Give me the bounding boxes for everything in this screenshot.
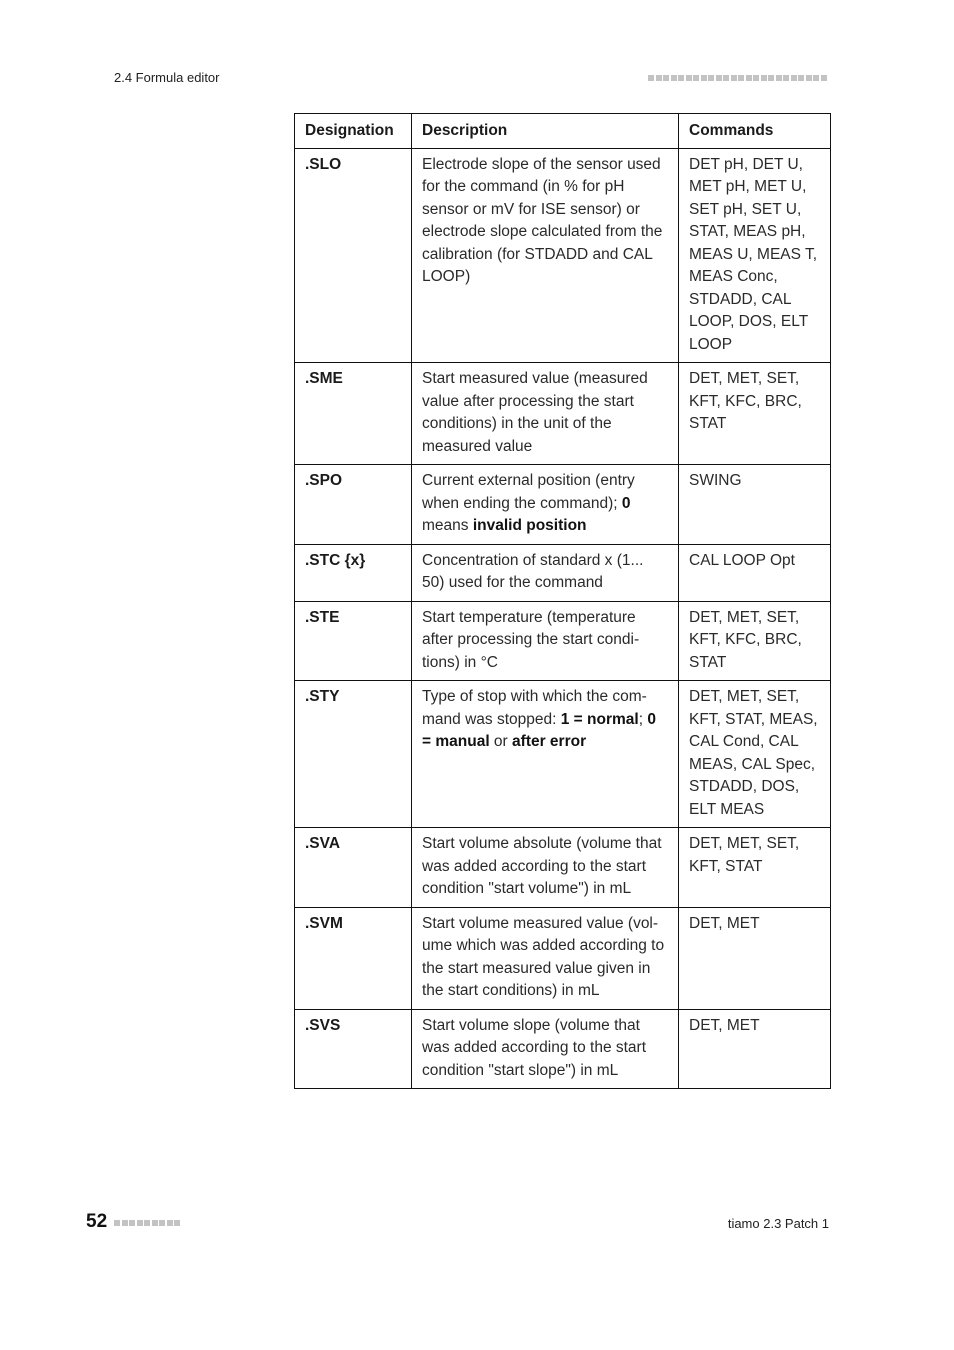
description-emphasis: 1 = normal [560, 710, 639, 728]
decorative-dot [716, 75, 722, 81]
description-cell [412, 1009, 679, 1089]
description-text: Start temperature (temperature after processing the start condi- tions) in °C [422, 608, 640, 671]
table-row [295, 828, 831, 908]
description-cell [412, 828, 679, 908]
designation-cell: .STC {x} [295, 544, 412, 601]
decorative-dot [693, 75, 699, 81]
description-text: or [489, 733, 513, 750]
decorative-dot [821, 75, 827, 81]
table-row [295, 363, 831, 465]
decorative-dot [137, 1220, 143, 1226]
table-body [295, 148, 831, 1089]
decorative-dot [686, 75, 692, 81]
description-text: Current external position (entry when ending the command); [422, 472, 635, 512]
running-header-section: 2.4 Formula editor [114, 70, 220, 85]
commands-cell: DET pH, DET U, MET pH, MET U, SET pH, SET U, STAT, MEAS pH, MEAS U, MEAS T, MEAS Conc, STDADD, CAL LOOP, DOS, ELT LOOP [679, 148, 831, 363]
description-text: Type of stop with which the com- mand was stopped: [422, 688, 647, 728]
decorative-dot [656, 75, 662, 81]
description-cell [412, 544, 679, 601]
designation-cell: .SPO [295, 465, 412, 545]
table-row [295, 465, 831, 545]
decorative-dot [122, 1220, 128, 1226]
designation-cell: .SME [295, 363, 412, 465]
decorative-dot [753, 75, 759, 81]
decorative-dot [144, 1220, 150, 1226]
description-text: Start volume slope (volume that was added according to the start condition "start slope") in mL [422, 1016, 647, 1079]
decorative-dot [671, 75, 677, 81]
header-decorative-dots [648, 75, 827, 81]
decorative-dot [768, 75, 774, 81]
footer-decorative-dots [114, 1220, 180, 1226]
column-header-commands: Commands [679, 114, 831, 149]
decorative-dot [152, 1220, 158, 1226]
table-row [295, 907, 831, 1009]
designation-cell: .STE [295, 601, 412, 681]
decorative-dot [648, 75, 654, 81]
designation-cell: .SLO [295, 148, 412, 363]
decorative-dot [174, 1220, 180, 1226]
designation-cell: .SVM [295, 907, 412, 1009]
page-number: 52 [86, 1211, 108, 1232]
description-cell [412, 465, 679, 545]
column-header-designation: Designation [295, 114, 412, 149]
description-emphasis: 0 = manual [422, 710, 656, 750]
commands-cell: DET, MET, SET, KFT, STAT, MEAS, CAL Cond, CAL MEAS, CAL Spec, STDADD, DOS, ELT MEAS [679, 681, 831, 828]
description-emphasis: after error [512, 733, 587, 750]
table-row [295, 681, 831, 828]
description-cell [412, 363, 679, 465]
description-text: ; [638, 710, 648, 728]
table-row [295, 1009, 831, 1089]
description-text: Start volume measured value (vol- ume which was added according to the start measured value given in the start conditions) in mL [422, 914, 665, 999]
commands-cell: DET, MET [679, 1009, 831, 1089]
commands-cell: DET, MET [679, 907, 831, 1009]
designation-cell: .STY [295, 681, 412, 828]
description-text: Start measured value (measured value after processing the start conditions) in the unit of the measured value [422, 370, 648, 455]
decorative-dot [129, 1220, 135, 1226]
commands-cell: SWING [679, 465, 831, 545]
decorative-dot [738, 75, 744, 81]
column-header-description: Description [412, 114, 679, 149]
commands-cell: DET, MET, SET, KFT, KFC, BRC, STAT [679, 363, 831, 465]
decorative-dot [798, 75, 804, 81]
commands-cell: DET, MET, SET, KFT, STAT [679, 828, 831, 908]
decorative-dot [776, 75, 782, 81]
description-text: Electrode slope of the sensor used for the command (in % for pH sensor or mV for ISE sensor) or electrode slope calculated from the calibration (for STDADD and CAL LOOP) [422, 155, 663, 285]
table-row [295, 544, 831, 601]
description-text: Start volume absolute (volume that was added according to the start condition "start volume") in mL [422, 835, 662, 897]
description-text: means [422, 517, 473, 534]
decorative-dot [806, 75, 812, 81]
reference-table [294, 113, 831, 1089]
commands-cell: CAL LOOP Opt [679, 544, 831, 601]
table-row [295, 601, 831, 681]
description-cell [412, 681, 679, 828]
decorative-dot [723, 75, 729, 81]
commands-cell: DET, MET, SET, KFT, KFC, BRC, STAT [679, 601, 831, 681]
description-cell [412, 148, 679, 363]
footer-product-name: tiamo 2.3 Patch 1 [727, 1216, 829, 1231]
description-emphasis: invalid position [472, 517, 587, 534]
decorative-dot [701, 75, 707, 81]
decorative-dot [663, 75, 669, 81]
description-emphasis: 0 [621, 494, 631, 512]
decorative-dot [791, 75, 797, 81]
decorative-dot [167, 1220, 173, 1226]
decorative-dot [783, 75, 789, 81]
description-cell [412, 907, 679, 1009]
decorative-dot [761, 75, 767, 81]
decorative-dot [159, 1220, 165, 1226]
decorative-dot [731, 75, 737, 81]
table-row [295, 148, 831, 363]
table-header-row [295, 114, 831, 149]
designation-cell: .SVS [295, 1009, 412, 1089]
decorative-dot [678, 75, 684, 81]
description-cell [412, 601, 679, 681]
description-text: Concentration of standard x (1... 50) used for the command [422, 551, 644, 591]
designation-cell: .SVA [295, 828, 412, 908]
decorative-dot [708, 75, 714, 81]
decorative-dot [114, 1220, 120, 1226]
decorative-dot [813, 75, 819, 81]
decorative-dot [746, 75, 752, 81]
